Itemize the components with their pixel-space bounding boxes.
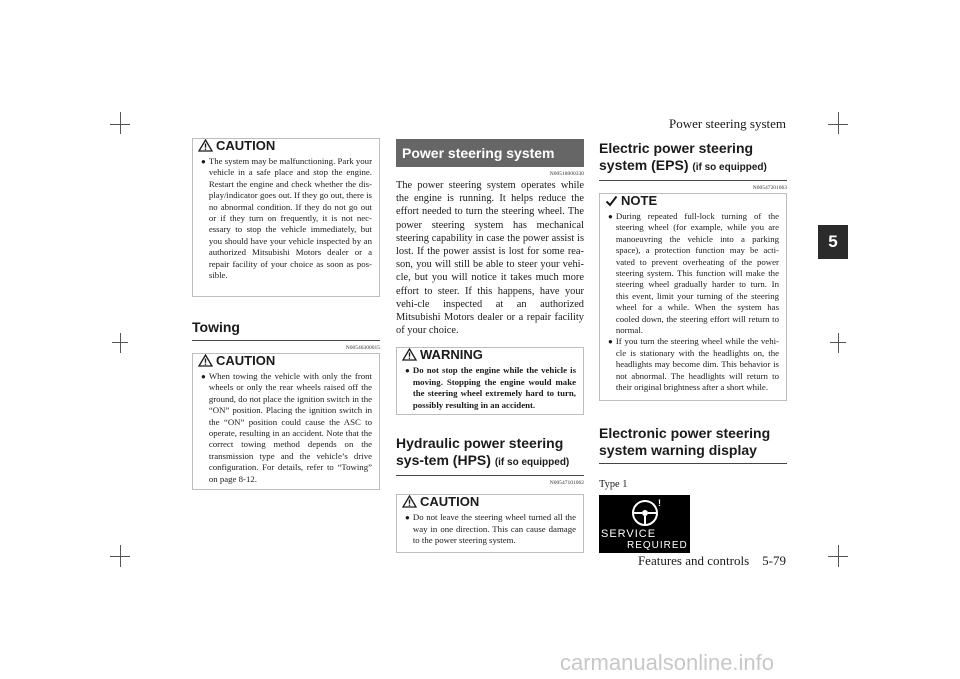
eps-code: N00547201063	[752, 185, 787, 191]
note-text-2: If you turn the steering wheel while the vehi-cle is stationary with the headlights on, the headlights may become dim. This behavior is not abnormal. The headlights will return to their original brightness after a short while.	[615, 336, 779, 393]
warning-triangle-icon	[402, 348, 417, 361]
watermark: carmanualsonline.info	[560, 650, 775, 675]
chapter-tab: 5	[818, 225, 848, 259]
caution-box-towing	[192, 353, 380, 490]
hps-code: N00547101062	[549, 480, 584, 487]
section-title-power-steering: Power steering system	[396, 139, 584, 167]
towing-code: N00546300015	[345, 345, 380, 351]
warning-display-title: Electronic power steering system warning display	[599, 423, 787, 464]
warning-text: Do not stop the engine while the vehicle is moving. Stopping the engine would make the steering wheel extremely hard to turn, possibly resulting in an accident.	[412, 365, 576, 410]
bullet-icon: ●	[608, 337, 613, 347]
type-label: Type 1	[599, 479, 628, 490]
body-text: The power steering system operates while the engine is running. It helps reduce the effort needed to turn the steering wheel. The power steering system has mechanical steering capability in case the power assist is lost. If the power assist is lost for some rea-son, you will still be able to steer your vehi-cle, but you will notice it takes much more effort to steer. If this happens, have your vehi-cle inspected at an authorized Mitsubishi Motors dealer or a repair facility of your choice.	[396, 180, 584, 337]
right-column	[599, 138, 787, 553]
page-header-title: Power steering system	[669, 116, 786, 131]
steering-wheel-warning-icon	[625, 498, 665, 528]
service-required-display	[599, 495, 690, 553]
display-line-2: REQUIRED	[627, 540, 688, 552]
note-text-1: During repeated full-lock turning of the steering wheel (for example, while you are manoeuvring the vehicle into a parking space), a protection function may be acti-vated to prevent overheating of the power steering system. This function will make the steering wheel gradually harder to turn. In this event, limit your turning of the steering wheel for a while. When the system has cooled down, the steering effort will return to normal.	[615, 211, 779, 336]
caution-label: CAUTION	[420, 494, 480, 510]
warning-triangle-icon	[198, 139, 213, 152]
caution-box-hps	[396, 494, 584, 553]
hps-title: Hydraulic power steering sys-tem (HPS) (if so equipped)	[396, 433, 584, 476]
warning-box	[396, 347, 584, 415]
caution-text: Do not leave the steering wheel turned all the way in one direction. This can cause damage to the power steering system.	[412, 512, 576, 546]
caution-label: CAUTION	[216, 353, 276, 368]
middle-column	[396, 139, 584, 553]
warning-label: WARNING	[420, 347, 483, 363]
bullet-icon: ●	[201, 157, 206, 166]
bullet-icon: ●	[608, 212, 613, 221]
caution-text: When towing the vehicle with only the front wheels or only the rear wheels raised off the ground, do not place the ignition switch in the “ON” position. Placing the ignition switch in the “ON” position could cause the ASC to operate, resulting in an accident. Note that the correct towing method depends on the transmission type and the vehicle’s drive configuration. For details, refer to “Towing” on page 8-12.	[208, 371, 372, 484]
caution-text: The system may be malfunctioning. Park your vehicle in a safe place and stop the engine. Restart the engine and check whether the dis-play/indicator goes out. If they go out, there is no abnormal condition. If they do not go out or if they turn on frequently, it is not nec-essary to stop the vehicle immediately, but you should have your vehicle inspected by an authorized Mitsubishi Motors dealer or a repair facility of your choice as soon as pos-sible.	[208, 156, 372, 281]
section-code: N00518000330	[549, 171, 584, 177]
bullet-icon: ●	[405, 513, 410, 523]
svg-text:!: !	[658, 498, 661, 509]
display-line-1: SERVICE	[601, 528, 657, 541]
eps-title: Electric power steering system (EPS) (if so equipped)	[599, 138, 787, 181]
left-column	[192, 138, 380, 490]
bullet-icon: ●	[405, 366, 410, 376]
bullet-icon: ●	[201, 372, 206, 381]
note-label: NOTE	[621, 193, 658, 208]
note-check-icon	[605, 195, 618, 207]
towing-title: Towing	[192, 317, 380, 341]
towing-section	[192, 317, 380, 351]
caution-box-malfunction	[192, 138, 380, 297]
page-footer-section: Features and controls 5-79	[637, 553, 786, 568]
caution-label: CAUTION	[216, 138, 276, 153]
warning-triangle-icon	[402, 495, 417, 508]
page-number: 5-79	[762, 553, 786, 568]
note-box	[599, 193, 787, 401]
warning-triangle-icon	[198, 354, 213, 367]
hps-section	[396, 433, 584, 486]
